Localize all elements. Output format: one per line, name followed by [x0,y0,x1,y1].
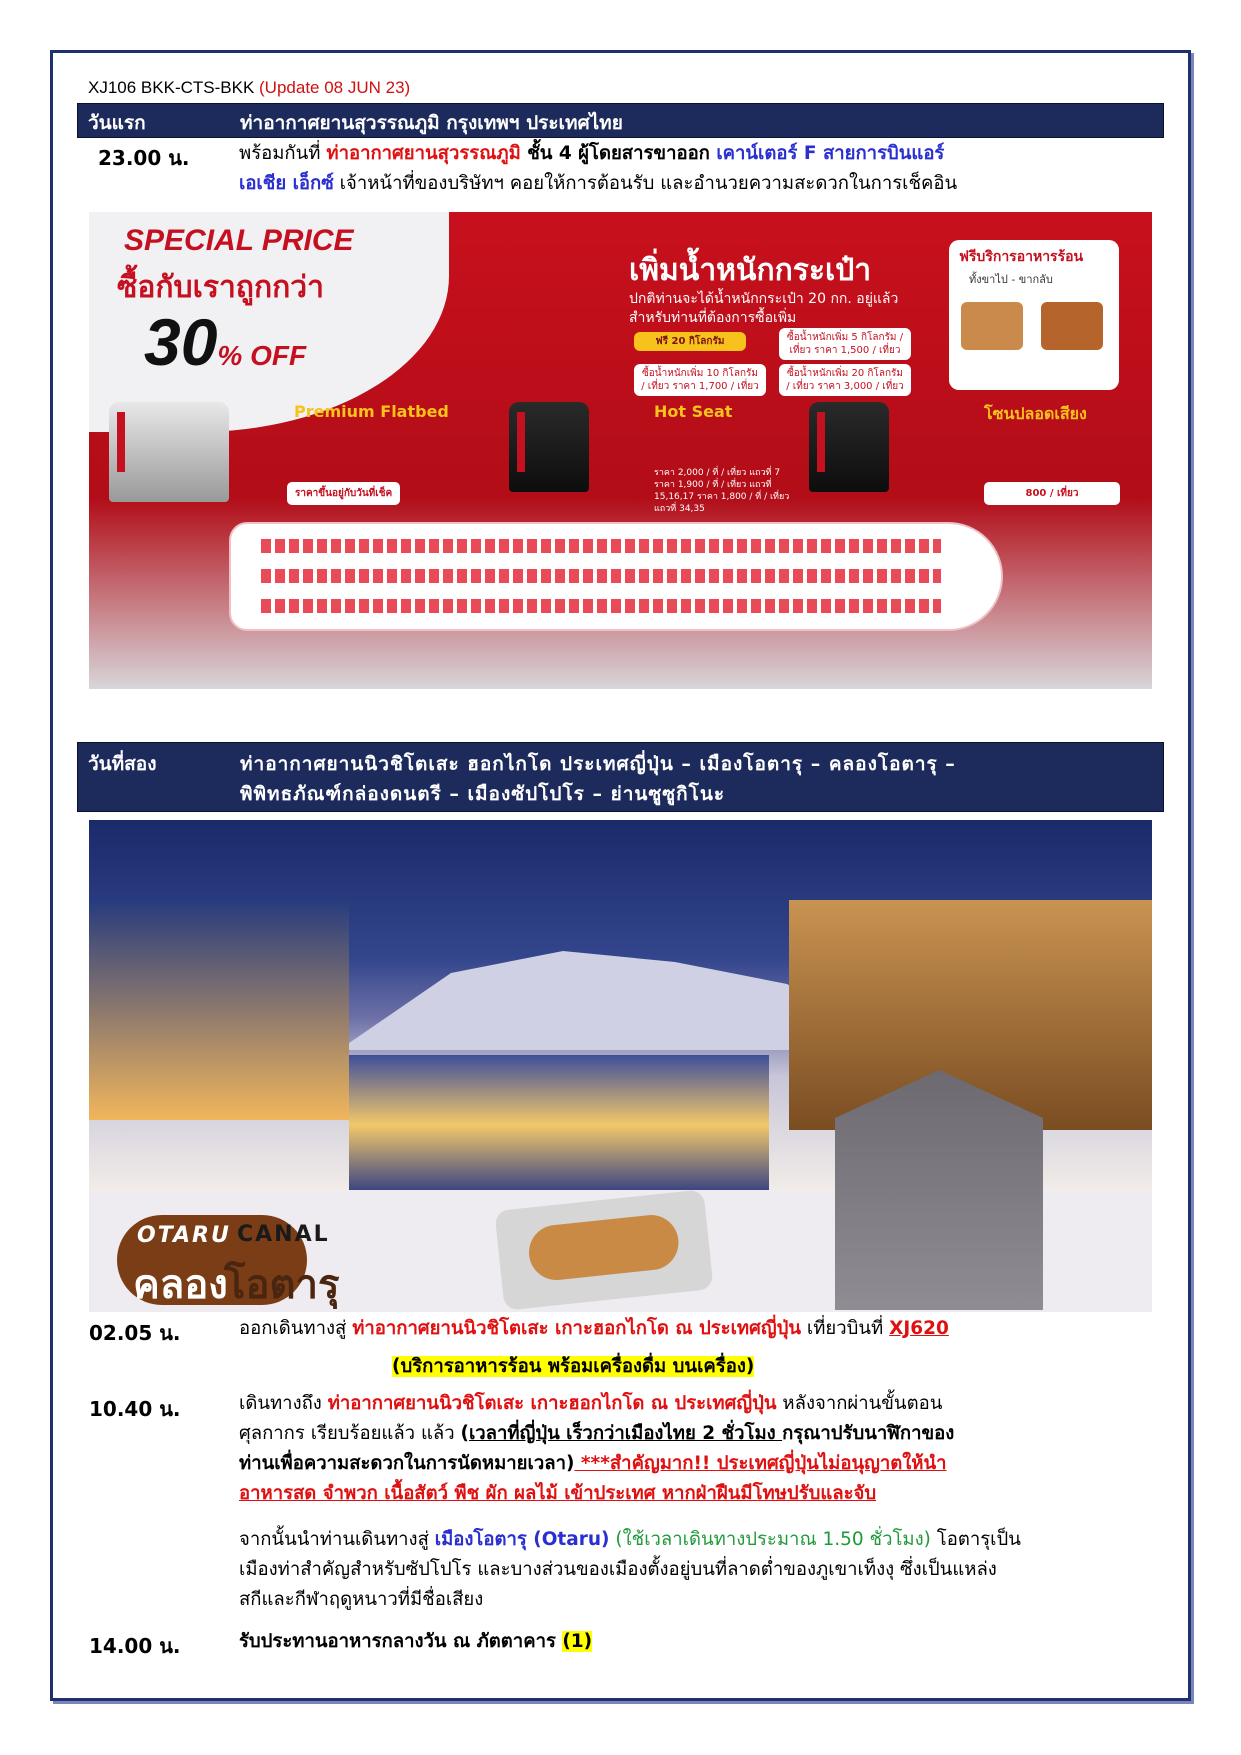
canal-water [349,1055,769,1195]
seat-row [261,539,941,553]
hotseat-price: ราคา 2,000 / ที่ / เที่ยว แถวที่ 7 ราคา 1,900 / ที่ / เที่ยว แถวที่ 15,16,17 ราคา 1,800 / ที่ / เที่ยว แถวที่ 34,35 [654,468,790,514]
airport-name: ท่าอากาศยานสุวรรณภูมิ [326,143,521,164]
quiet-zone-title: โซนปลอดเสียง [984,404,1087,423]
entry-0205-text: ออกเดินทางสู่ ท่าอากาศยานนิวชิโตเสะ เกาะฮอกไกโด ณ ประเทศญี่ปุ่น เที่ยวบินที่ XJ620 [239,1318,949,1339]
airasia-promo-banner [89,212,1152,689]
day2-title-line1: ท่าอากาศยานนิวชิโตเสะ ฮอกไกโด ประเทศญี่ปุ่น – เมืองโอตารุ – คลองโอตารุ – [240,753,956,775]
hotseat-image [509,402,589,492]
quiet-seat-image [809,402,889,492]
counter-info: เคาน์เตอร์ F สายการบินแอร์ [716,143,945,164]
entry-time-0205: 02.05 น. [89,1321,181,1345]
pill-20kg: ซื้อน้ำหนักเพิ่ม 20 กิโลกรัม / เที่ยว ราคา 3,000 / เที่ยว [779,364,911,396]
flight-header [88,78,410,98]
entry-time-1040: 10.40 น. [89,1397,181,1421]
hot-meal-card [949,240,1119,390]
pill-10kg: ซื้อน้ำหนักเพิ่ม 10 กิโลกรัม / เที่ยว ราคา 1,700 / เที่ยว [634,364,766,396]
update-date: (Update 08 JUN 23) [259,78,411,97]
entry-time-1400: 14.00 น. [89,1634,181,1658]
day1-time: 23.00 น. [98,146,190,170]
day1-label: วันแรก [88,112,146,134]
logo-otaru-en: OTARU [137,1223,231,1248]
otaru-city: เมืองโอตารุ (Otaru) [434,1529,610,1550]
logo-otaru-th: โอตารุ [224,1262,340,1308]
cheaper-text: ซื้อกับเราถูกกว่า [117,270,324,305]
warning-text: ***สำคัญมาก!! ประเทศญี่ปุ่นไม่อนุญาตให้นำ [574,1453,947,1474]
flight-code: XJ106 BKK-CTS-BKK [88,78,255,97]
day1-band [77,103,1164,138]
logo-canal-en: CANAL [237,1222,330,1247]
hot-meal-title: ฟรีบริการอาหารร้อน [959,249,1084,265]
destination: ท่าอากาศยานนิวชิโตเสะ เกาะฮอกไกโด ณ ประเทศญี่ปุ่น [352,1318,802,1339]
seat-row [261,599,941,613]
day2-title-line2: พิพิทธภัณฑ์กล่องดนตรี – เมืองซัปโปโร – ย่านซูซูกิโนะ [240,783,726,805]
flight-number: XJ620 [889,1318,949,1339]
otaru-description: จากนั้นนำท่านเดินทางสู่ เมืองโอตารุ (Otaru) (ใช้เวลาเดินทางประมาณ 1.50 ชั่วโมง) โอตารุเป็น เมืองท่าสำคัญสำหรับซัปโปโร และบางส่วนของเมืองตั้งอยู่บนที่ลาดต่ำของภูเขาเท็งงุ ซึ่งเป็นแหล่ง สกีและกีฬาฤดูหนาวที่มีชื่อเสียง [239,1529,1021,1610]
pill-free: ฟรี 20 กิโลกรัม [634,332,746,351]
special-price-text: SPECIAL PRICE [124,224,354,257]
entry-1040-text: เดินทางถึง ท่าอากาศยานนิวชิโตเสะ เกาะฮอกไกโด ณ ประเทศญี่ปุ่น หลังจากผ่านขั้นตอน ศุลกากร เรียบร้อยแล้ว แล้ว (เวลาที่ญี่ปุ่น เร็วกว่าเมืองไทย 2 ชั่วโมง กรุณาปรับนาฬิกาของ ท่านเพื่อความสะดวกในการนัดหมายเวลา) ***สำคัญมาก!! ประเทศญี่ปุ่นไม่อนุญาตให้นำ อาหารสด จำพวก เนื้อสัตว์ พืช ผัก ผลไม้ เข้าประเทศ หากฝ่าฝืนมีโทษปรับและจับ [239,1393,955,1504]
hotseat-title: Hot Seat [654,402,733,421]
seat-row [261,569,941,583]
meal-image [961,302,1023,350]
discount-percent: 30% OFF [144,305,307,379]
otaru-canal-image [89,820,1152,1312]
meal-service-note: (บริการอาหารร้อน พร้อมเครื่องดื่ม บนเครื่อง) [392,1356,755,1377]
meal-count: (1) [562,1631,593,1652]
flatbed-price: ราคาขึ้นอยู่กับวันที่เช็ค [287,482,400,505]
meal-image [1041,302,1103,350]
pill-5kg: ซื้อน้ำหนักเพิ่ม 5 กิโลกรัม / เที่ยว ราคา 1,500 / เที่ยว [779,328,911,360]
day1-text: พร้อมกันที่ ท่าอากาศยานสุวรรณภูมิ ชั้น 4 ผู้โดยสารขาออก เคาน์เตอร์ F สายการบินแอร์ เอเชีย เอ็กซ์ เจ้าหน้าที่ของบริษัทฯ คอยให้การต้อนรับ และอำนวยความสะดวกในการเช็คอิน [239,143,958,194]
buildings-left [89,900,349,1120]
baggage-title: เพิ่มน้ำหนักกระเป๋า [629,253,872,288]
baggage-subtitle: ปกติท่านจะได้น้ำหนักกระเป๋า 20 กก. อยู่แล้ว สำหรับท่านที่ต้องการซื้อเพิ่ม [629,291,899,326]
flatbed-title: Premium Flatbed [294,402,449,421]
quiet-zone-price: 800 / เที่ยว [984,482,1120,505]
day2-band [77,742,1164,812]
hot-meal-sub: ทั้งขาไป - ขากลับ [969,273,1053,286]
day2-label: วันที่สอง [88,753,157,775]
day1-title: ท่าอากาศยานสุวรรณภูมิ กรุงเทพฯ ประเทศไทย [240,112,623,134]
seat-map [229,522,1003,631]
flatbed-seat-image [109,402,229,502]
logo-canal-th: คลอง [133,1262,228,1308]
lunch-text: รับประทานอาหารกลางวัน ณ ภัตตาคาร (1) [239,1631,593,1652]
